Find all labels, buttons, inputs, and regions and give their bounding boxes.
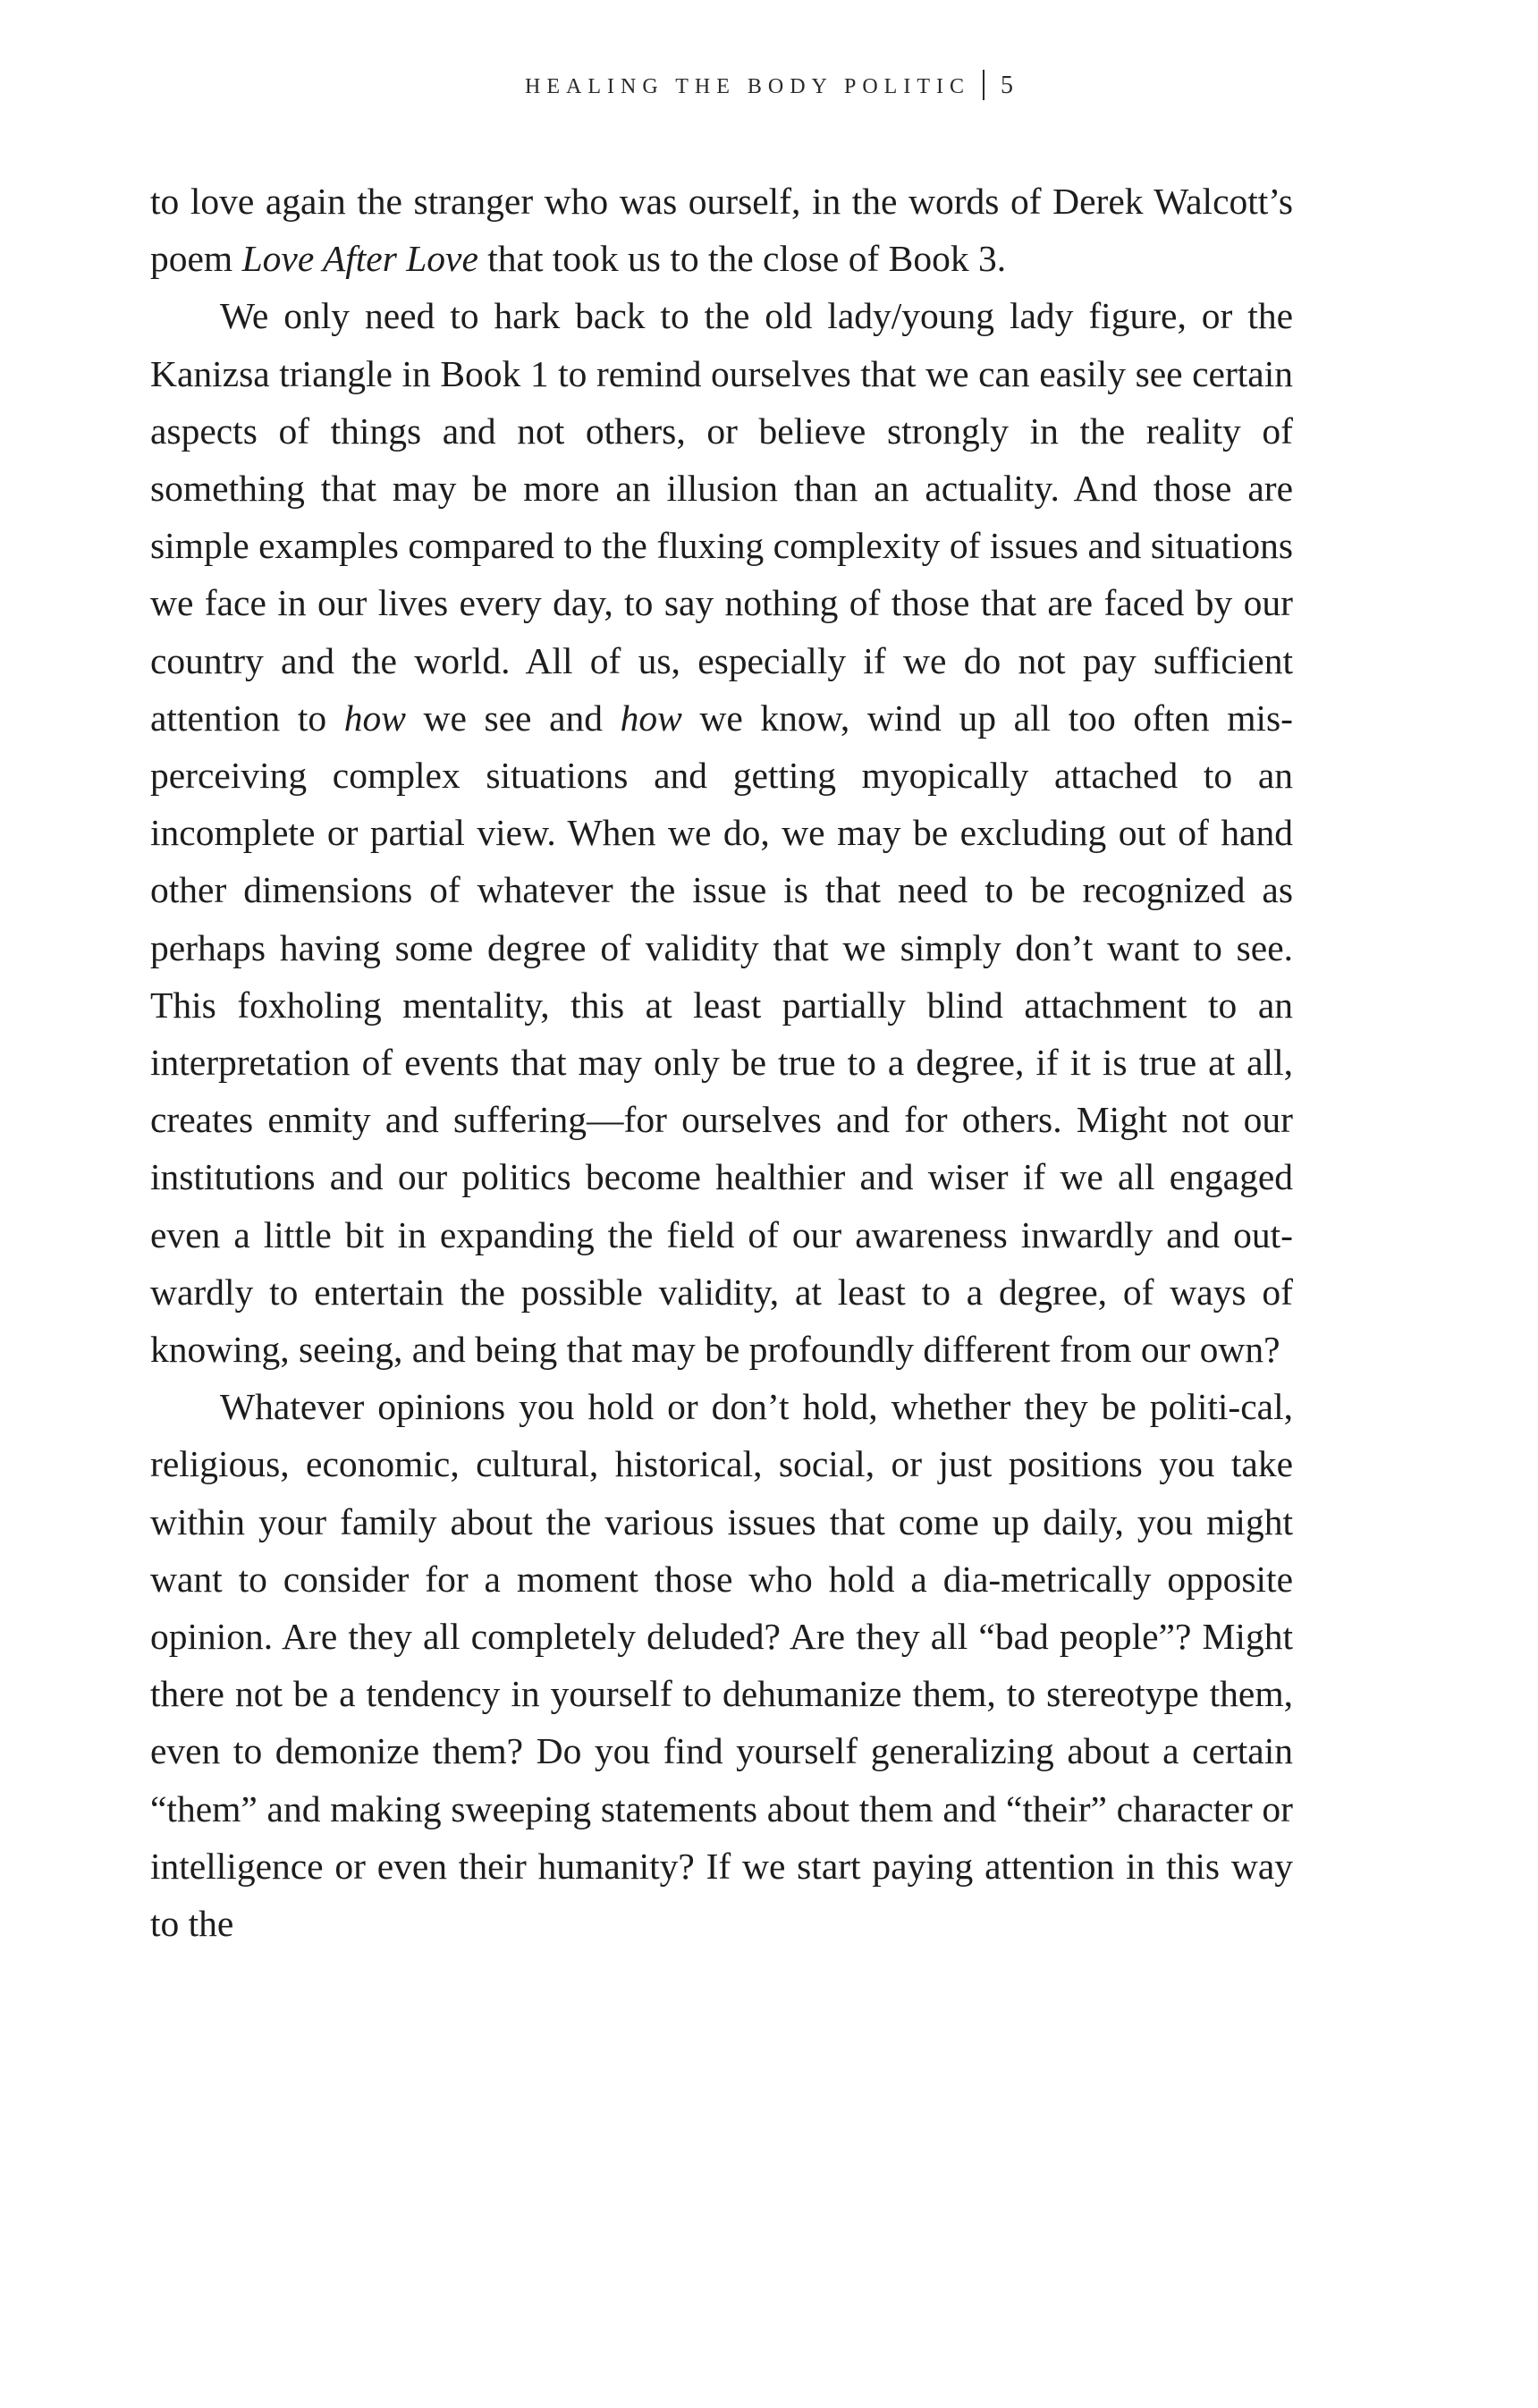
paragraph-text: that took us to the close of Book 3. [477, 238, 1007, 280]
paragraph-2 [150, 287, 1293, 1378]
emphasis-italic: how [343, 697, 406, 739]
paragraph-1 [150, 173, 1293, 287]
poem-title-italic: Love After Love [241, 238, 478, 280]
paragraph-text: to love again the stranger who was ourself, in the words of Derek Walcott’s poem [150, 181, 1293, 280]
running-header [0, 70, 1538, 100]
paragraph-text: we know, wind up all too often mis-perceiving complex situations and getting myopically attached to an incomplete or partial view. When we do, we may be excluding out of hand other dimensions of whatever the issue is that need to be recognized as perhaps having some degree of validity that we simply don’t want to see. This foxholing mentality, this at least partially blind attachment to an interpretation of events that may only be true to a degree, if it is true at all, creates enmity and suffering—for ourselves and for others. Might not our institutions and our politics become healthier and wiser if we all engaged even a little bit in expanding the field of our awareness inwardly and out-wardly to entertain the possible validity, at least to a degree, of ways of knowing, seeing, and being that may be profoundly different from our own? [150, 697, 1293, 1371]
page-number: 5 [1000, 72, 1013, 99]
paragraph-text: Whatever opinions you hold or don’t hold, whether they be politi-cal, religious, economic, cultural, historical, social, or just positions you take within your family about the various issues that come up daily, you might want to consider for a moment those who hold a dia-metrically opposite opinion. Are they all completely deluded? Are they all “bad people”? Might there not be a tendency in yourself to dehumanize them, to stereotype them, even to demonize them? Do you find yourself generalizing about a certain “them” and making sweeping statements about them and “their” character or intelligence or even their humanity? If we start paying attention in this way to the [150, 1386, 1293, 1945]
paragraph-text: we see and [405, 697, 621, 739]
paragraph-text: We only need to hark back to the old lady/young lady figure, or the Kanizsa triangle in Book 1 to remind ourselves that we can easily see certain aspects of things and not others, or believe strongly in the reality of something that may be more an illusion than an actuality. And those are simple examples compared to the fluxing complexity of issues and situations we face in our lives every day, to say nothing of those that are faced by our country and the world. All of us, especially if we do not pay sufficient attention to [150, 295, 1293, 739]
paragraph-3 [150, 1378, 1293, 1952]
body-text [150, 173, 1293, 1952]
header-separator-rule [983, 70, 984, 100]
emphasis-italic: how [620, 697, 682, 739]
running-header-title: HEALING THE BODY POLITIC [525, 75, 970, 98]
